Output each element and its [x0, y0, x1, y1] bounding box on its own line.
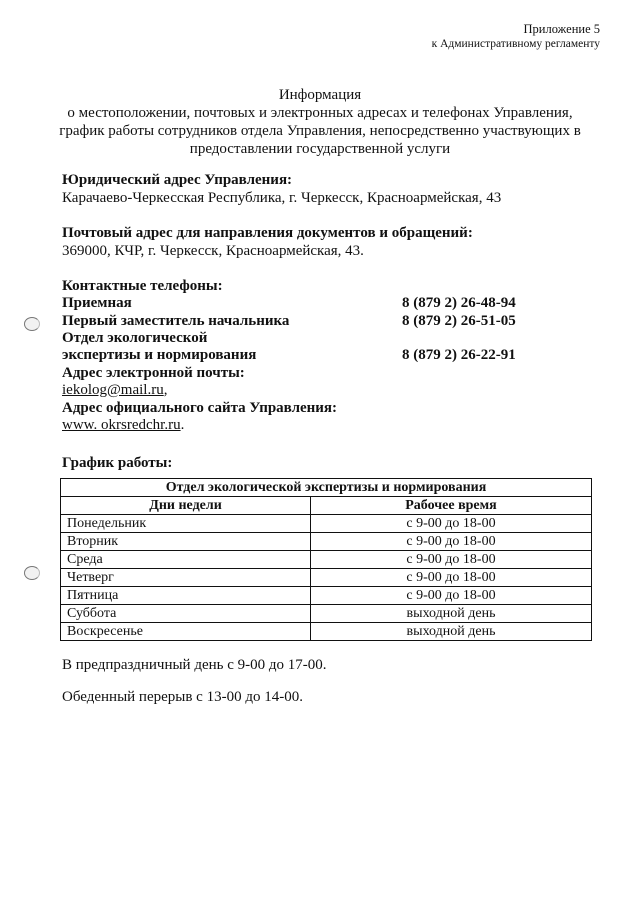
table-row [61, 605, 592, 623]
day-cell: Воскресенье [61, 623, 311, 641]
appendix-line-1: Приложение 5 [523, 22, 600, 36]
site-line [62, 417, 184, 434]
appendix-line-2: к Административному регламенту [431, 38, 600, 50]
appendix-note [432, 22, 600, 52]
column-header-hours: Рабочее время [311, 497, 592, 515]
site-label: Адрес официального сайта Управления: [62, 400, 338, 416]
day-cell: Пятница [61, 587, 311, 605]
heading-line-1: о местоположении, почтовых и электронных адресах и телефонах Управления, [67, 105, 573, 121]
table-row [61, 587, 592, 605]
day-cell: Вторник [61, 533, 311, 551]
table-row [61, 515, 592, 533]
department-label-line-2: экспертизы и нормирования [62, 347, 257, 363]
site-suffix: . [180, 417, 185, 433]
hours-cell: выходной день [311, 623, 592, 641]
postal-address-value: 369000, КЧР, г. Черкесск, Красноармейская, 43. [62, 243, 364, 259]
contacts-label: Контактные телефоны: [62, 278, 223, 294]
department-phone: 8 (879 2) 26-22-91 [402, 347, 516, 363]
table-row [61, 551, 592, 569]
deputy-phone: 8 (879 2) 26-51-05 [402, 313, 516, 329]
hours-cell: с 9-00 до 18-00 [311, 569, 592, 587]
table-row [61, 533, 592, 551]
table-title-row [61, 479, 592, 497]
table-title: Отдел экологической экспертизы и нормирования [61, 479, 592, 497]
legal-address-label: Юридический адрес Управления: [62, 172, 293, 188]
table-row [61, 623, 592, 641]
email-link[interactable]: iekolog@mail.ru [62, 382, 164, 398]
day-cell: Суббота [61, 605, 311, 623]
email-label: Адрес электронной почты: [62, 365, 245, 381]
lunch-break-note: Обеденный перерыв с 13-00 до 14-00. [62, 689, 303, 705]
day-cell: Среда [61, 551, 311, 569]
reception-phone: 8 (879 2) 26-48-94 [402, 295, 516, 311]
hours-cell: с 9-00 до 18-00 [311, 533, 592, 551]
email-suffix: , [163, 382, 168, 398]
page-title: Информация [278, 87, 362, 103]
site-link[interactable]: www. okrsredchr.ru [62, 417, 181, 433]
heading-line-3: предоставлении государственной услуги [189, 141, 451, 157]
preholiday-note: В предпраздничный день с 9-00 до 17-00. [62, 657, 327, 673]
reception-label: Приемная [62, 295, 132, 311]
schedule-label: График работы: [62, 455, 173, 471]
postal-address-label: Почтовый адрес для направления документов и обращений: [62, 225, 473, 241]
heading-line-2: график работы сотрудников отдела Управления, непосредственно участвующих в [59, 123, 581, 139]
hours-cell: с 9-00 до 18-00 [311, 587, 592, 605]
punch-hole-icon [24, 566, 40, 580]
deputy-label: Первый заместитель начальника [62, 313, 290, 329]
hours-cell: с 9-00 до 18-00 [311, 551, 592, 569]
email-line [62, 382, 167, 399]
column-header-days: Дни недели [61, 497, 311, 515]
day-cell: Понедельник [61, 515, 311, 533]
legal-address-value: Карачаево-Черкесская Республика, г. Черкесск, Красноармейская, 43 [62, 190, 502, 206]
page-heading [40, 86, 600, 158]
hours-cell: выходной день [311, 605, 592, 623]
day-cell: Четверг [61, 569, 311, 587]
hours-cell: с 9-00 до 18-00 [311, 515, 592, 533]
table-header-row [61, 497, 592, 515]
department-label-line-1: Отдел экологической [62, 330, 208, 346]
schedule-table [60, 478, 592, 641]
table-row [61, 569, 592, 587]
punch-hole-icon [24, 317, 40, 331]
